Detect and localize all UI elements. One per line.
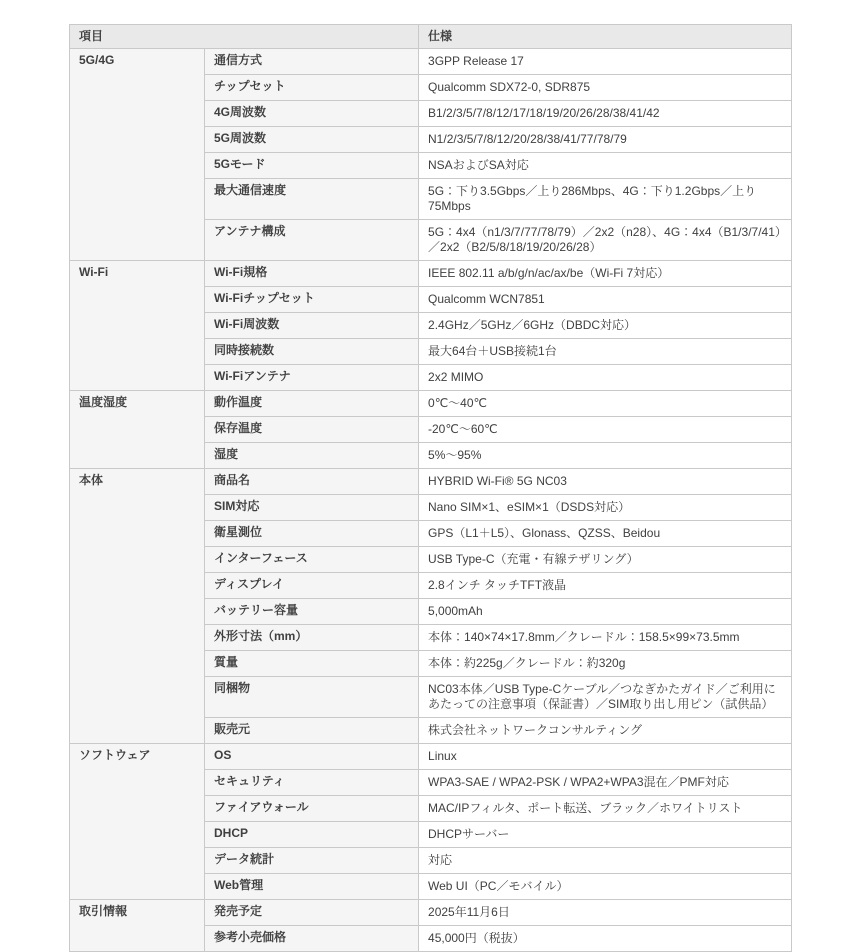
spec-value-cell: 2x2 MIMO bbox=[419, 365, 792, 391]
category-cell: 取引情報 bbox=[70, 900, 205, 952]
spec-value-cell: Qualcomm SDX72-0, SDR875 bbox=[419, 75, 792, 101]
spec-value-cell: NSAおよびSA対応 bbox=[419, 153, 792, 179]
category-cell: 本体 bbox=[70, 469, 205, 744]
spec-value-cell: 本体：140×74×17.8mm／クレードル：158.5×99×73.5mm bbox=[419, 625, 792, 651]
spec-value-cell: 5%～95% bbox=[419, 443, 792, 469]
spec-value-cell: USB Type-C（充電・有線テザリング） bbox=[419, 547, 792, 573]
spec-row bbox=[70, 469, 792, 495]
category-cell: ソフトウェア bbox=[70, 744, 205, 900]
category-cell: Wi-Fi bbox=[70, 261, 205, 391]
spec-label-cell: 5G周波数 bbox=[205, 127, 419, 153]
spec-value-cell: 株式会社ネットワークコンサルティング bbox=[419, 718, 792, 744]
spec-label-cell: インターフェース bbox=[205, 547, 419, 573]
spec-value-cell: MAC/IPフィルタ、ポート転送、ブラック／ホワイトリスト bbox=[419, 796, 792, 822]
spec-label-cell: 通信方式 bbox=[205, 49, 419, 75]
spec-value-cell: 本体：約225g／クレードル：約320g bbox=[419, 651, 792, 677]
spec-label-cell: 参考小売価格 bbox=[205, 926, 419, 952]
spec-label-cell: データ統計 bbox=[205, 848, 419, 874]
spec-label-cell: 発売予定 bbox=[205, 900, 419, 926]
spec-table-container bbox=[69, 24, 791, 952]
spec-value-cell: B1/2/3/5/7/8/12/17/18/19/20/26/28/38/41/42 bbox=[419, 101, 792, 127]
category-cell: 5G/4G bbox=[70, 49, 205, 261]
spec-label-cell: 外形寸法（mm） bbox=[205, 625, 419, 651]
spec-table-header-row bbox=[70, 25, 792, 49]
spec-value-cell: 対応 bbox=[419, 848, 792, 874]
spec-row bbox=[70, 900, 792, 926]
spec-label-cell: アンテナ構成 bbox=[205, 220, 419, 261]
spec-value-cell: N1/2/3/5/7/8/12/20/28/38/41/77/78/79 bbox=[419, 127, 792, 153]
spec-value-cell: Web UI（PC／モバイル） bbox=[419, 874, 792, 900]
spec-value-cell: -20℃～60℃ bbox=[419, 417, 792, 443]
spec-label-cell: Wi-Fiアンテナ bbox=[205, 365, 419, 391]
spec-row bbox=[70, 391, 792, 417]
spec-value-cell: 5G：4x4（n1/3/7/77/78/79）／2x2（n28）、4G：4x4（B1/3/7/41）／2x2（B2/5/8/18/19/20/26/28） bbox=[419, 220, 792, 261]
header-cell-item: 項目 bbox=[70, 25, 419, 49]
spec-row bbox=[70, 49, 792, 75]
spec-value-cell: 0℃～40℃ bbox=[419, 391, 792, 417]
spec-value-cell: WPA3-SAE / WPA2-PSK / WPA2+WPA3混在／PMF対応 bbox=[419, 770, 792, 796]
spec-row bbox=[70, 261, 792, 287]
spec-value-cell: 45,000円（税抜） bbox=[419, 926, 792, 952]
spec-value-cell: 2.8インチ タッチTFT液晶 bbox=[419, 573, 792, 599]
spec-value-cell: 5,000mAh bbox=[419, 599, 792, 625]
header-cell-spec: 仕様 bbox=[419, 25, 792, 49]
spec-table-body bbox=[70, 49, 792, 952]
spec-value-cell: 5G：下り3.5Gbps／上り286Mbps、4G：下り1.2Gbps／上り75Mbps bbox=[419, 179, 792, 220]
spec-value-cell: Linux bbox=[419, 744, 792, 770]
spec-value-cell: 2025年11月6日 bbox=[419, 900, 792, 926]
spec-label-cell: Wi-Fi周波数 bbox=[205, 313, 419, 339]
spec-label-cell: バッテリー容量 bbox=[205, 599, 419, 625]
spec-label-cell: DHCP bbox=[205, 822, 419, 848]
spec-label-cell: 動作温度 bbox=[205, 391, 419, 417]
spec-table bbox=[69, 24, 792, 952]
spec-label-cell: 販売元 bbox=[205, 718, 419, 744]
spec-value-cell: Qualcomm WCN7851 bbox=[419, 287, 792, 313]
spec-label-cell: チップセット bbox=[205, 75, 419, 101]
spec-label-cell: 同時接続数 bbox=[205, 339, 419, 365]
spec-label-cell: セキュリティ bbox=[205, 770, 419, 796]
spec-label-cell: 4G周波数 bbox=[205, 101, 419, 127]
spec-label-cell: SIM対応 bbox=[205, 495, 419, 521]
spec-label-cell: 保存温度 bbox=[205, 417, 419, 443]
spec-value-cell: Nano SIM×1、eSIM×1（DSDS対応） bbox=[419, 495, 792, 521]
spec-value-cell: IEEE 802.11 a/b/g/n/ac/ax/be（Wi-Fi 7対応） bbox=[419, 261, 792, 287]
spec-label-cell: Web管理 bbox=[205, 874, 419, 900]
spec-label-cell: Wi-Fiチップセット bbox=[205, 287, 419, 313]
spec-value-cell: HYBRID Wi-Fi® 5G NC03 bbox=[419, 469, 792, 495]
spec-row bbox=[70, 744, 792, 770]
spec-label-cell: Wi-Fi規格 bbox=[205, 261, 419, 287]
spec-label-cell: ディスプレイ bbox=[205, 573, 419, 599]
spec-value-cell: 3GPP Release 17 bbox=[419, 49, 792, 75]
spec-label-cell: 最大通信速度 bbox=[205, 179, 419, 220]
spec-label-cell: 同梱物 bbox=[205, 677, 419, 718]
spec-value-cell: DHCPサーバー bbox=[419, 822, 792, 848]
spec-label-cell: OS bbox=[205, 744, 419, 770]
spec-value-cell: GPS（L1＋L5）、Glonass、QZSS、Beidou bbox=[419, 521, 792, 547]
spec-label-cell: 湿度 bbox=[205, 443, 419, 469]
spec-value-cell: 最大64台＋USB接続1台 bbox=[419, 339, 792, 365]
category-cell: 温度湿度 bbox=[70, 391, 205, 469]
spec-value-cell: NC03本体／USB Type-Cケーブル／つなぎかたガイド／ご利用にあたっての注意事項（保証書）／SIM取り出し用ピン（試供品） bbox=[419, 677, 792, 718]
spec-label-cell: 商品名 bbox=[205, 469, 419, 495]
spec-label-cell: ファイアウォール bbox=[205, 796, 419, 822]
spec-label-cell: 5Gモード bbox=[205, 153, 419, 179]
spec-value-cell: 2.4GHz／5GHz／6GHz（DBDC対応） bbox=[419, 313, 792, 339]
spec-label-cell: 質量 bbox=[205, 651, 419, 677]
spec-label-cell: 衛星測位 bbox=[205, 521, 419, 547]
